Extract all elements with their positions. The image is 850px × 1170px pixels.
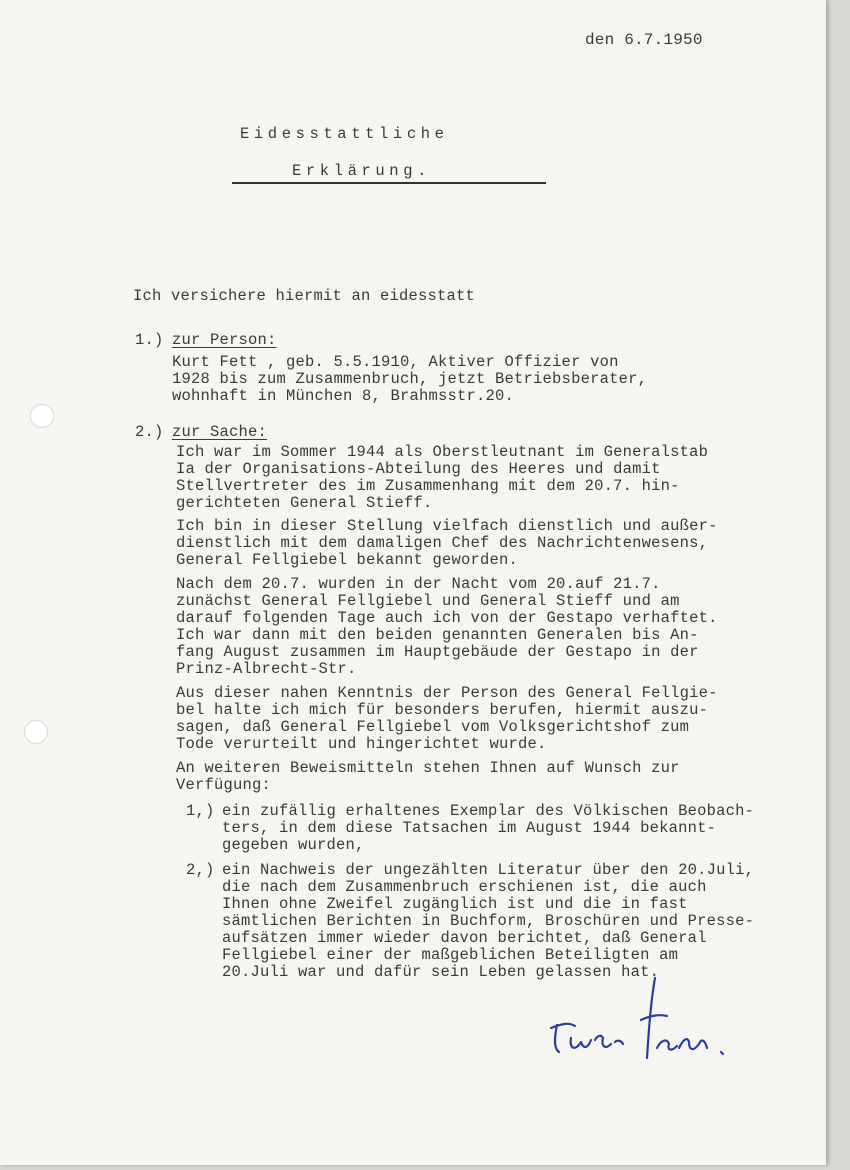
paragraph-line: Stellvertreter des im Zusammenhang mit dem 20.7. hin- (176, 477, 680, 495)
punch-hole-top (30, 404, 54, 428)
paragraph-line: Aus dieser nahen Kenntnis der Person des General Fellgie- (176, 684, 718, 702)
paragraph-line: Prinz-Albrecht-Str. (176, 660, 357, 678)
section1-heading: zur Person: (172, 331, 277, 349)
paragraph-line: Nach dem 20.7. wurden in der Nacht vom 20.auf 21.7. (176, 575, 661, 593)
section1-number: 1.) (135, 331, 164, 349)
paragraph-line: Ich war im Sommer 1944 als Oberstleutnant im Generalstab (176, 443, 709, 461)
section2-number: 2.) (135, 423, 164, 441)
section2-heading: zur Sache: (172, 423, 268, 441)
title-line-2: Erklärung. (292, 162, 432, 180)
paragraph-line: sagen, daß General Fellgiebel vom Volksgerichtshof zum (176, 718, 690, 736)
paragraph-line: zunächst General Fellgiebel und General Stieff und am (176, 592, 680, 610)
item-line: die nach dem Zusammenbruch erschienen ist, die auch (222, 878, 707, 896)
handwritten-signature (545, 970, 745, 1070)
item-number: 2,) (186, 861, 215, 879)
punch-hole-bottom (24, 720, 48, 744)
section1-line: Kurt Fett , geb. 5.5.1910, Aktiver Offizier von (172, 353, 619, 371)
item-line: sämtlichen Berichten in Buchform, Broschüren und Presse- (222, 912, 755, 930)
section1-line: 1928 bis zum Zusammenbruch, jetzt Betriebsberater, (172, 370, 648, 388)
paragraph-line: gerichteten General Stieff. (176, 494, 433, 512)
paragraph-line: bel halte ich mich für besonders berufen, hiermit auszu- (176, 701, 709, 719)
intro-text: Ich versichere hiermit an eidesstatt (133, 287, 476, 305)
item-line: gegeben wurden, (222, 836, 365, 854)
paragraph-line: Verfügung: (176, 776, 272, 794)
item-line: ters, in dem diese Tatsachen im August 1944 bekannt- (222, 819, 717, 837)
paragraph-line: Ich bin in dieser Stellung vielfach dienstlich und außer- (176, 517, 718, 535)
item-line: 20.Juli war und dafür sein Leben gelassen hat. (222, 963, 660, 981)
title-line-1: Eidesstattliche (240, 125, 449, 143)
paragraph-line: General Fellgiebel bekannt geworden. (176, 551, 519, 569)
paragraph-line: darauf folgenden Tage auch ich von der Gestapo verhaftet. (176, 609, 718, 627)
paragraph-line: dienstlich mit dem damaligen Chef des Nachrichtenwesens, (176, 534, 709, 552)
item-number: 1,) (186, 802, 215, 820)
item-line: aufsätzen immer wieder davon berichtet, daß General (222, 929, 707, 947)
item-line: ein zufällig erhaltenes Exemplar des Völkischen Beobach- (222, 802, 755, 820)
item-line: ein Nachweis der ungezählten Literatur über den 20.Juli, (222, 861, 755, 879)
item-line: Ihnen ohne Zweifel zugänglich ist und die in fast (222, 895, 688, 913)
paragraph-line: Ich war dann mit den beiden genannten Generalen bis An- (176, 626, 699, 644)
paragraph-line: fang August zusammen im Hauptgebäude der Gestapo in der (176, 643, 699, 661)
section1-line: wohnhaft in München 8, Brahmsstr.20. (172, 387, 515, 405)
title-divider (232, 182, 546, 184)
paragraph-line: An weiteren Beweismitteln stehen Ihnen auf Wunsch zur (176, 759, 680, 777)
paragraph-line: Tode verurteilt und hingerichtet wurde. (176, 735, 547, 753)
item-line: Fellgiebel einer der maßgeblichen Beteiligten am (222, 946, 679, 964)
document-date: den 6.7.1950 (585, 31, 703, 49)
paragraph-line: Ia der Organisations-Abteilung des Heeres und damit (176, 460, 661, 478)
